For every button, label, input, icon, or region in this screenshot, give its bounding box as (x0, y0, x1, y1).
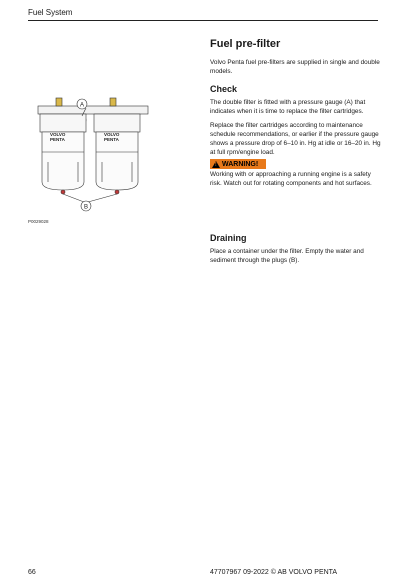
brand-left-line2: PENTA (50, 137, 65, 142)
callout-a-label: A (79, 102, 85, 109)
warning-triangle-icon: ! (212, 161, 220, 168)
warning-label: WARNING! (222, 160, 259, 168)
brand-right-line2: PENTA (104, 137, 119, 142)
section-title: Fuel pre-filter (210, 38, 281, 50)
draining-text: Place a container under the filter. Empty the water and sediment through the plugs (B). (210, 248, 364, 264)
check-heading: Check (210, 84, 238, 94)
footer-page-number: 66 (28, 569, 36, 576)
section-intro: Volvo Penta fuel pre-filters are supplied in single and double models. (210, 59, 380, 75)
check-paragraph-1: The double filter is fitted with a pressure gauge (A) that indicates when it is time to replace the filter cartridges. (210, 99, 366, 115)
callout-b-label: B (83, 204, 89, 211)
page-header-title: Fuel System (28, 8, 73, 17)
header-rule (28, 20, 378, 21)
footer-doc-info: 47707967 09-2022 © AB VOLVO PENTA (210, 569, 338, 576)
check-paragraph-2: Replace the filter cartridges according to maintenance schedule recommendations, or earlier if the pressure gauge shows a pressure drop of 6–10 in. Hg at idle or 16–20 in. Hg at full rpm/engine load. (210, 122, 381, 156)
brand-left-line1: VOLVO (50, 132, 66, 137)
brand-right-line1: VOLVO (104, 132, 120, 137)
figure-id: P0029028 (28, 219, 49, 224)
filter-assembly-drawing (38, 98, 148, 202)
warning-text: Working with or approaching a running engine is a safety risk. Watch out for rotating components and hot surfaces. (210, 171, 372, 187)
fuel-prefilter-illustration (28, 92, 158, 217)
warning-badge (210, 159, 266, 169)
draining-heading: Draining (210, 233, 247, 243)
